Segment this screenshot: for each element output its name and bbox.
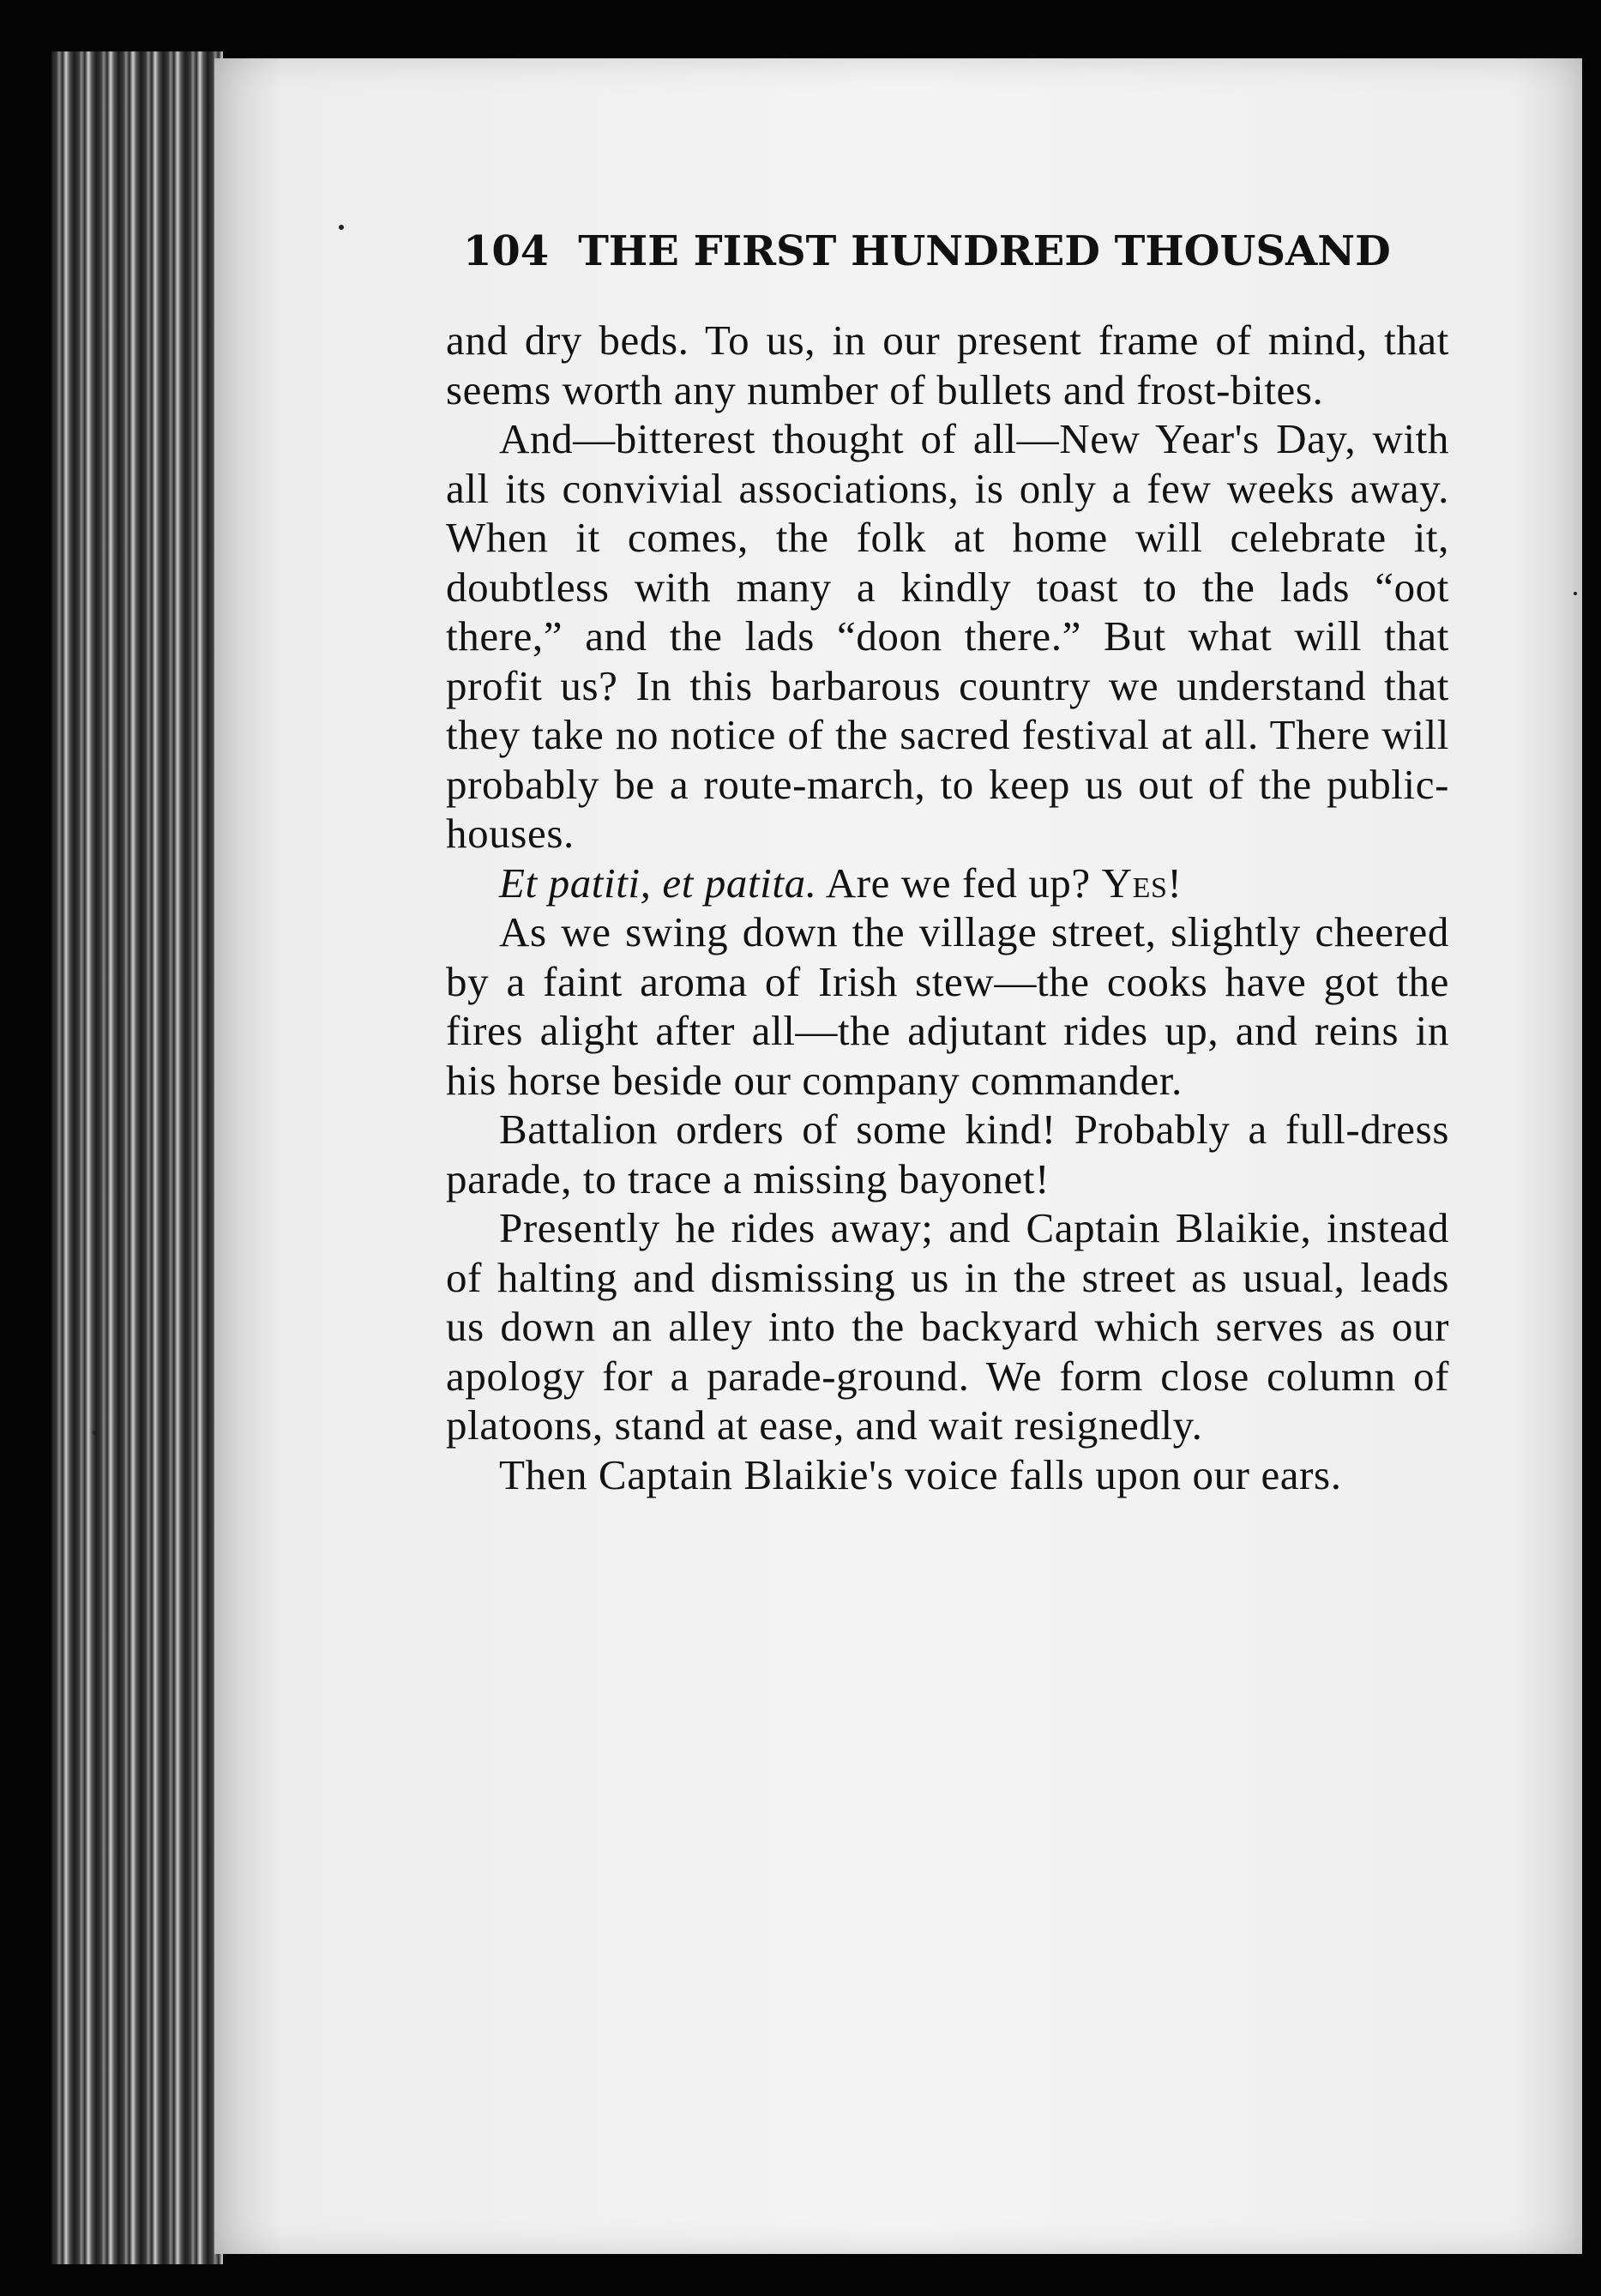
scan-speck	[1574, 592, 1577, 595]
paragraph-7: Then Captain Blaikie's voice falls upon our ears.	[499, 1450, 1342, 1498]
paragraph-6: Presently he rides away; and Captain Blaikie, instead of halting and dismissing us in the street as usual, leads us down an alley into the backyard which serves as our apology for a parade-ground. We form close column of platoons, stand at ease, and wait resignedly.	[446, 1204, 1449, 1449]
yes-exclamation: Yes!	[1101, 859, 1183, 907]
paragraph-3-text: Are we fed up?	[816, 859, 1091, 907]
latin-phrase: Et patiti, et patita.	[499, 859, 817, 907]
paragraph-4: As we swing down the village street, slightly cheered by a faint aroma of Irish stew—the cooks have got the fires alight after all—the adjutant rides up, and reins in his horse beside our company commander.	[446, 908, 1449, 1104]
book-title: THE FIRST HUNDRED THOUSAND	[578, 227, 1391, 275]
paragraph-1: and dry beds. To us, in our present frame of mind, that seems worth any number of bullets and frost-bites.	[446, 316, 1449, 413]
page-body-text	[446, 316, 1449, 1499]
page-number: 104	[463, 227, 550, 275]
paragraph-2: And—bitterest thought of all—New Year's Day, with all its convivial associations, is only a few weeks away. When it comes, the folk at home will celebrate it, doubtless with many a kindly toast to the lads “oot there,” and the lads “doon there.” But what will that profit us? In this barbarous country we understand that they take no notice of the sacred festival at all. There will probably be a route-march, to keep us out of the public-houses.	[446, 415, 1449, 857]
paragraph-5: Battalion orders of some kind! Probably a full-dress parade, to trace a missing bayonet!	[446, 1106, 1449, 1202]
book-binding-edge	[51, 51, 223, 2264]
running-head	[463, 221, 1391, 281]
scan-speck	[93, 1431, 97, 1435]
scan-speck	[339, 225, 344, 230]
paragraph-3	[446, 859, 1449, 908]
